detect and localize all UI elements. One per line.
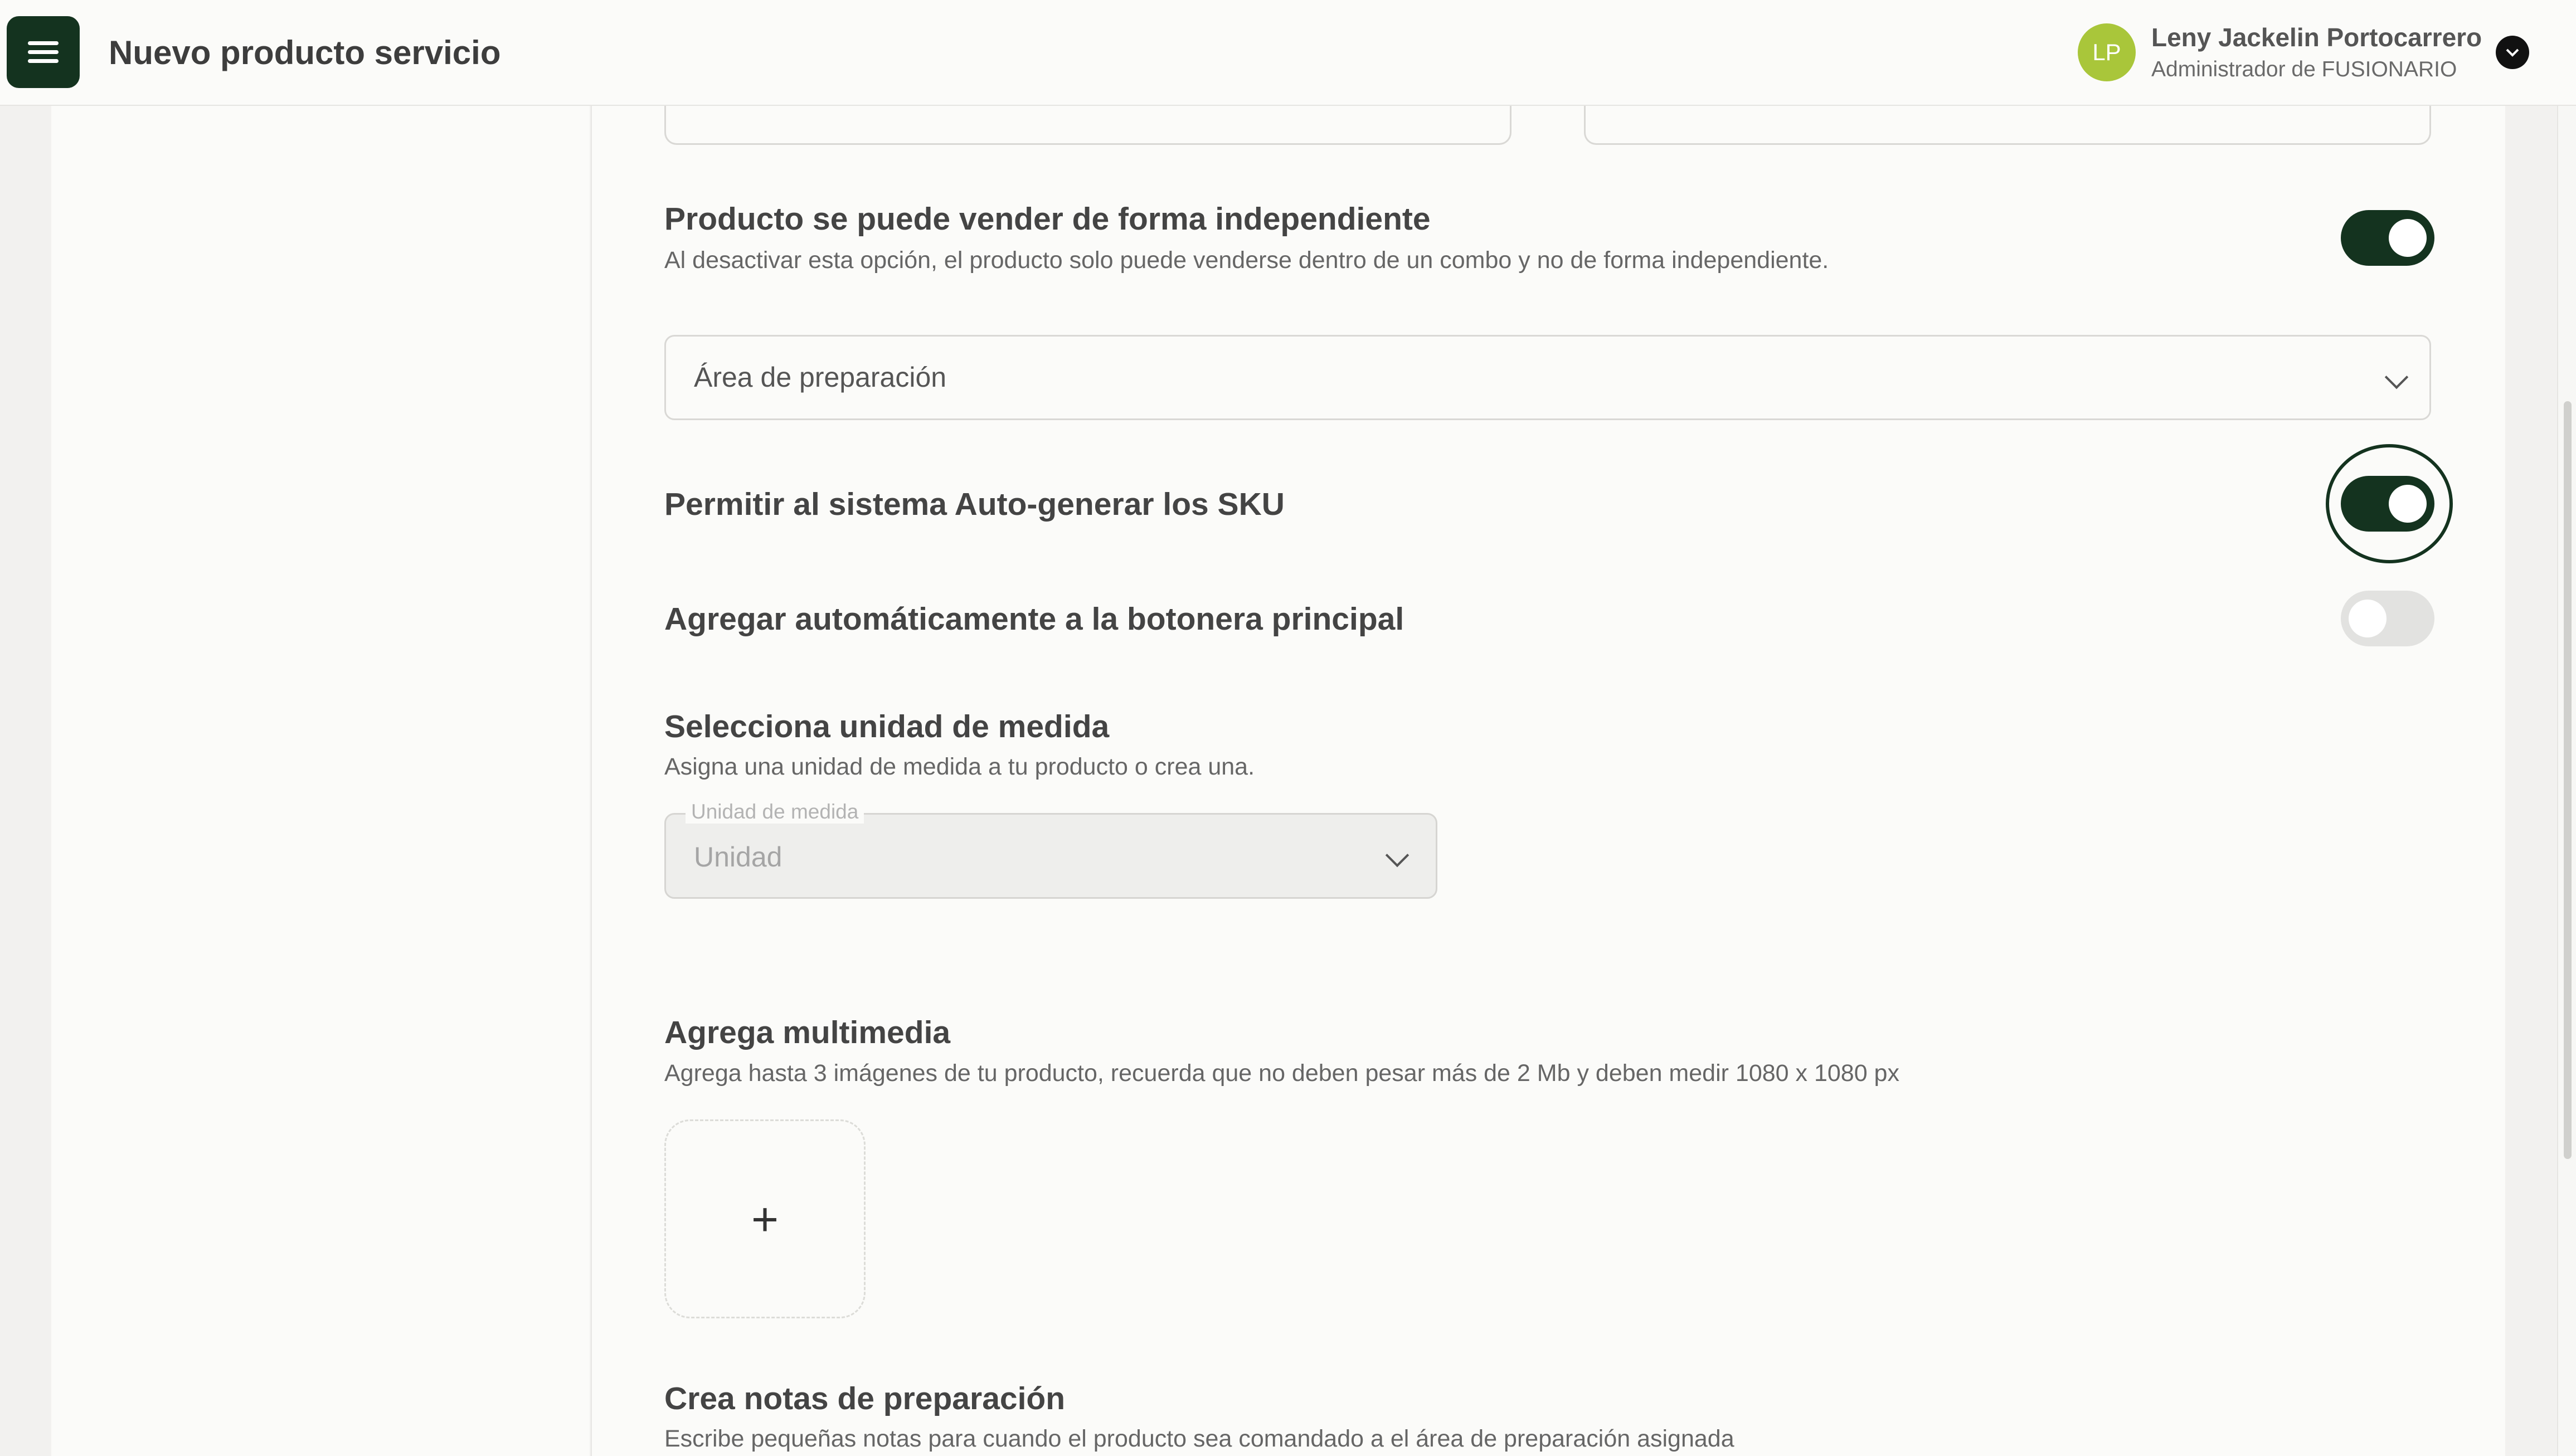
independent-sale-toggle[interactable] [2341, 210, 2434, 266]
auto-add-main-title: Agregar automáticamente a la botonera principal [664, 601, 1404, 637]
left-panel [51, 106, 590, 1456]
toggle-knob [2349, 600, 2387, 637]
unit-section-description: Asigna una unidad de medida a tu producto o crea una. [664, 753, 1255, 780]
chevron-down-icon [1386, 844, 1409, 867]
toggle-knob [2389, 485, 2427, 523]
page-title: Nuevo producto servicio [109, 34, 501, 71]
independent-sale-description: Al desactivar esta opción, el producto solo puede venderse dentro de un combo y no de forma independiente. [664, 247, 1829, 274]
unit-section-title: Selecciona unidad de medida [664, 709, 1110, 744]
add-image-button[interactable] [664, 1119, 866, 1318]
unit-select-value: Unidad [694, 841, 782, 873]
menu-button[interactable] [7, 16, 80, 88]
unit-select[interactable] [664, 813, 1437, 899]
unit-field-label: Unidad de medida [686, 800, 864, 824]
independent-sale-title: Producto se puede vender de forma independiente [664, 201, 1431, 237]
toggle-knob [2389, 219, 2427, 257]
multimedia-title: Agrega multimedia [664, 1015, 951, 1050]
user-role: Administrador de FUSIONARIO [2151, 57, 2457, 81]
multimedia-description: Agrega hasta 3 imágenes de tu producto, recuerda que no deben pesar más de 2 Mb y deben medir 1080 x 1080 px [664, 1060, 1899, 1087]
preparation-area-placeholder: Área de preparación [694, 362, 947, 393]
top-bar [0, 0, 2576, 106]
user-menu-button[interactable] [2496, 36, 2529, 69]
chevron-down-icon [2504, 47, 2521, 58]
user-name: Leny Jackelin Portocarrero [2151, 23, 2482, 52]
scrollbar-thumb[interactable] [2564, 401, 2572, 1159]
auto-sku-title: Permitir al sistema Auto-generar los SKU [664, 486, 1285, 522]
plus-icon: + [751, 1192, 779, 1245]
form-panel [591, 106, 2505, 1456]
chevron-down-icon [2385, 366, 2408, 389]
prep-notes-description: Escribe pequeñas notas para cuando el producto sea comandado a el área de preparación asignada [664, 1425, 1734, 1452]
prep-notes-title: Crea notas de preparación [664, 1381, 1066, 1416]
preparation-area-select[interactable] [664, 335, 2431, 420]
avatar[interactable]: LP [2078, 23, 2136, 81]
auto-sku-toggle[interactable] [2341, 476, 2434, 532]
auto-add-main-toggle[interactable] [2341, 591, 2434, 646]
